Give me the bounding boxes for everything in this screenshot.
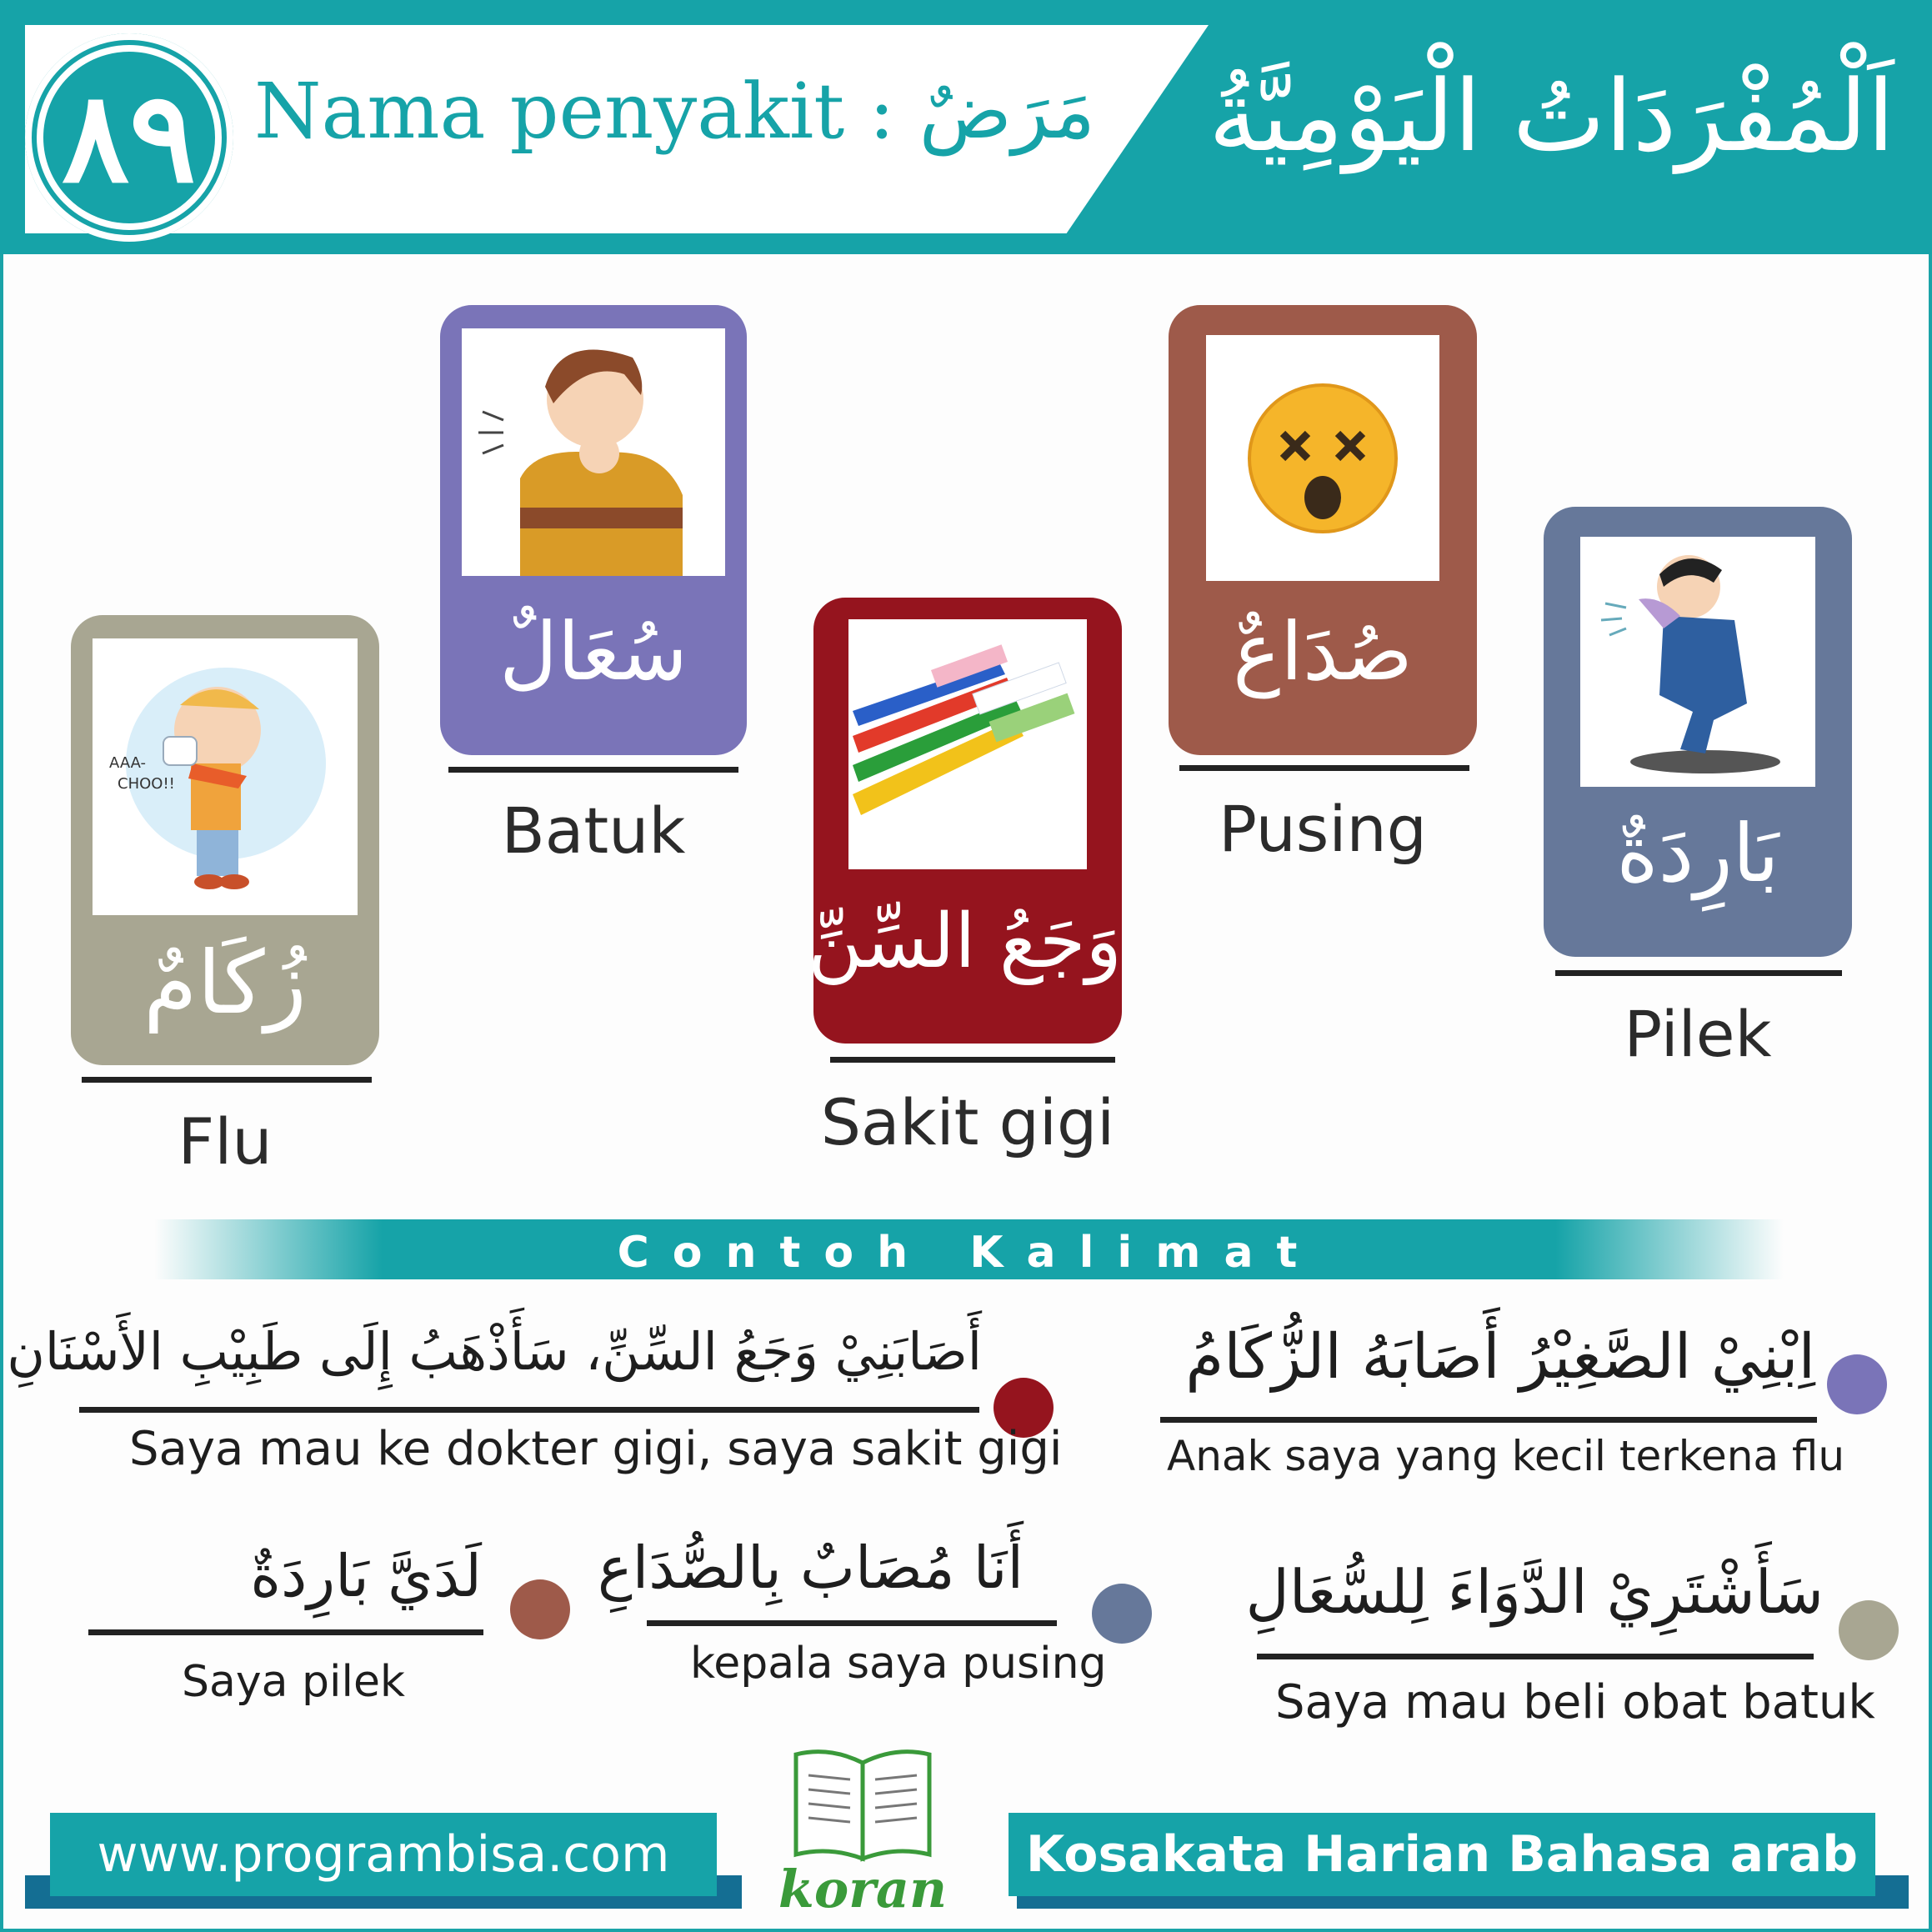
episode-number: ٨٩ [37,45,222,230]
website-link[interactable]: www.programbisa.com [50,1813,717,1896]
topic-subtitle: Nama penyakit : مَرَضٌ [254,67,1096,156]
card-arabic: وَجَعُ السِّنِّ [808,898,1122,985]
sneezing-man-image [1580,537,1815,787]
bullet-dot [510,1579,570,1639]
example-sentence-translation: Saya mau ke dokter gigi, saya sakit gigi [129,1422,1063,1476]
example-sentence-arabic: سَأَشْتَرِيْ الدَّوَاءَ لِلسُّعَالِ [1245,1557,1824,1627]
logo-wordmark: koran [778,1859,948,1919]
coughing-boy-image [462,328,725,576]
sentence-underline [88,1629,483,1635]
section-title: Contoh Kalimat [617,1228,1321,1278]
card-sakit-gigi [808,598,1122,1044]
bullet-dot [1092,1584,1152,1644]
card-underline [1555,970,1842,976]
sneezing-child-image [93,638,358,915]
card-underline [82,1077,372,1083]
sentence-underline [1160,1417,1817,1423]
example-sentence-arabic: لَدَيَّ بَارِدَةٌ [250,1542,482,1610]
card-label: Pusing [1219,792,1427,866]
episode-badge [25,33,233,242]
card-underline [448,767,738,773]
footer-left [0,1804,750,1909]
sentence-underline [79,1407,979,1413]
example-sentence-translation: Saya pilek [182,1657,406,1707]
sentence-underline [647,1620,1057,1626]
sentence-underline [1257,1654,1814,1659]
bullet-dot [1839,1600,1899,1660]
card-arabic: زُكَامٌ [143,932,307,1034]
example-sentence-arabic: أَنَا مُصَابٌ بِالصُّدَاعِ [598,1534,1024,1602]
tagline: Kosakata Harian Bahasa arab [1009,1813,1875,1896]
section-banner [154,1219,1784,1279]
example-sentence-translation: kepala saya pusing [690,1639,1107,1689]
card-label: Sakit gigi [820,1085,1115,1159]
card-batuk [440,305,747,755]
dizzy-face-emoji [1206,335,1439,581]
card-label: Batuk [501,793,686,868]
svg-text:CHOO!!: CHOO!! [118,775,175,793]
card-flu [71,615,379,1065]
card-underline [830,1057,1115,1063]
card-pilek [1544,507,1852,957]
card-label: Pilek [1624,997,1772,1071]
card-pusing [1169,305,1477,755]
example-sentence-arabic: اِبْنِيْ الصَّغِيْرُ أَصَابَهُ الزُّكَامُ [1185,1321,1815,1393]
bullet-dot [1827,1354,1887,1414]
card-label: Flu [178,1104,273,1179]
card-underline [1179,765,1469,771]
example-sentence-translation: Anak saya yang kecil terkena flu [1167,1432,1845,1480]
card-arabic: صُدَاعٌ [1233,605,1413,698]
example-sentence-translation: Saya mau beli obat batuk [1275,1675,1875,1729]
page-title: اَلْمُفْرَدَاتُ الْيَوْمِيَّةُ [1208,58,1894,173]
svg-text:AAA-: AAA- [109,754,147,772]
toothbrushes-image [848,619,1087,869]
card-arabic: بَارِدَةٌ [1616,807,1779,900]
card-arabic: سُعَالٌ [499,605,688,698]
example-sentence-arabic: أَصَابَنِيْ وَجَعُ السِّنِّ، سَأَذْهَبُ إِلَى طَبِيْبِ الأَسْنَانِ [7,1321,982,1382]
